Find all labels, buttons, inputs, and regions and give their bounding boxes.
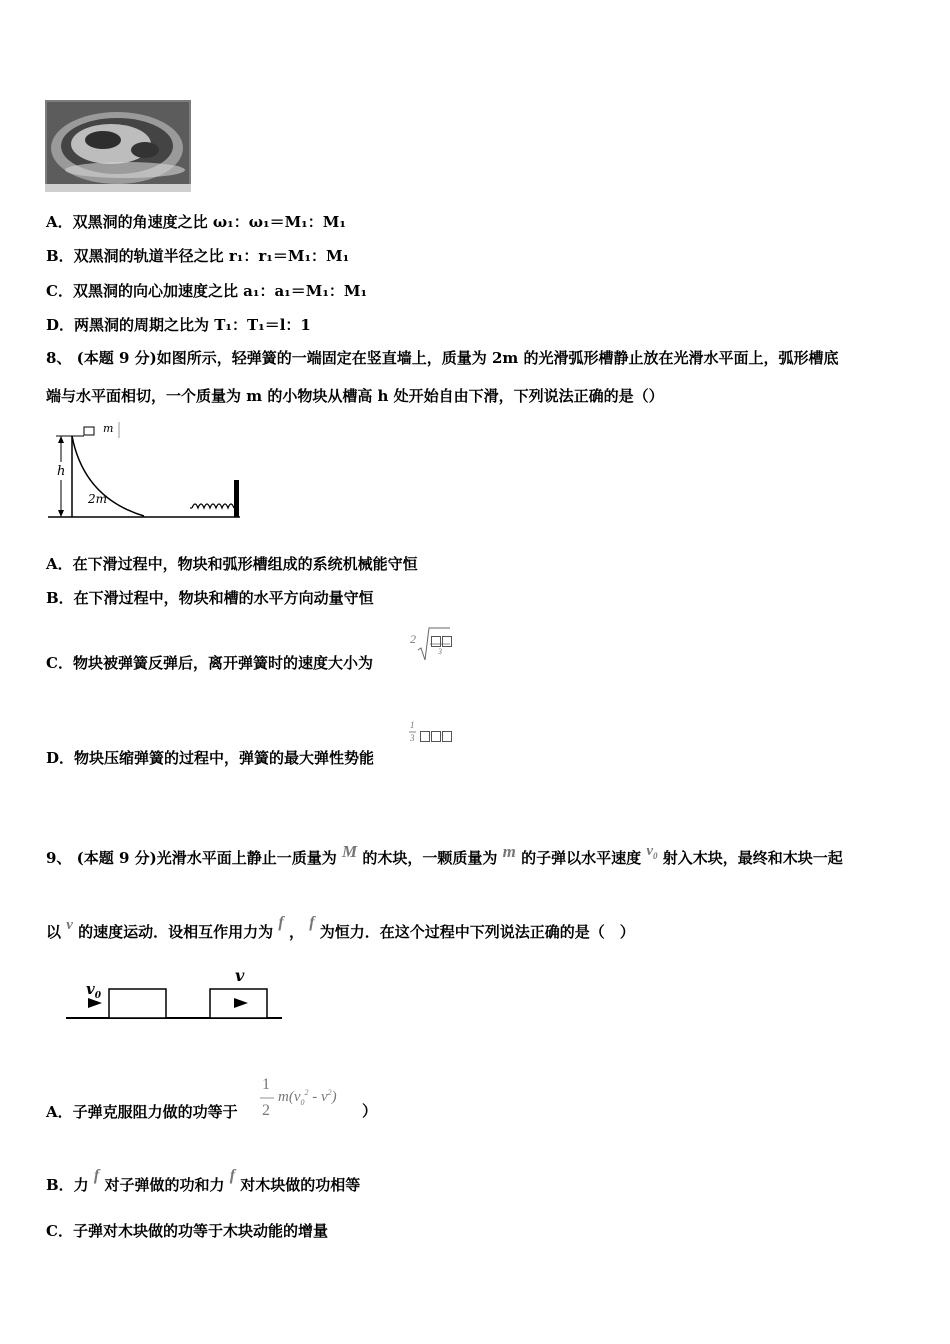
q9-symbol-M: M: [341, 842, 358, 861]
q9-symbol-v: v: [66, 917, 73, 933]
q8-fig-trough-label: 2m: [88, 492, 108, 506]
q7-option-c: C．双黑洞的向心加速度之比 a₁：a₁＝M₁：M₁: [46, 282, 368, 300]
q8-fig-m-label: m: [103, 422, 114, 435]
q9-symbol-f1: f: [278, 914, 284, 931]
q9-symbol-m: m: [502, 842, 516, 861]
q9-stem-line1: 9、 (本题 9 分)光滑水平面上静止一质量为 M 的木块，一颗质量为 m 的子弹以水平速度 $v_0$ 射入木块，最终和木块一起: [46, 842, 843, 867]
q8-option-d-formula: 1 3: [408, 720, 468, 752]
q9-figure: [62, 966, 288, 1024]
q8-stem-line1: 8、 (本题 9 分)如图所示，轻弹簧的一端固定在竖直墙上，质量为 2m 的光滑弧形槽静止放在光滑水平面上，弧形槽底: [46, 349, 839, 367]
q7-option-d: D．两黑洞的周期之比为 T₁：T₁＝l：1: [46, 316, 311, 334]
q9-fig-v-label: v: [235, 966, 245, 985]
black-hole-photo: [45, 100, 191, 192]
q9-option-b: B．力 f 对子弹做的功和力 f 对木块做的功相等: [46, 1167, 361, 1194]
q8-stem-line2: 端与水平面相切，一个质量为 m 的小物块从槽高 h 处开始自由下滑，下列说法正确的是（）: [46, 387, 664, 405]
q7-option-b: B．双黑洞的轨道半径之比 r₁：r₁＝M₁：M₁: [46, 247, 350, 265]
q9-option-a-formula: 1 2 $m(v_0^2 - v^2)$ ）: [262, 1076, 378, 1120]
q8-figure: [44, 418, 244, 526]
q8-fig-h-label: h: [57, 464, 66, 479]
q9-option-a: A．子弹克服阻力做的功等于: [46, 1103, 238, 1121]
q9-symbol-f2: f: [309, 914, 315, 931]
q8-option-c: C．物块被弹簧反弹后，离开弹簧时的速度大小为: [46, 654, 373, 672]
q8-option-d: D．物块压缩弹簧的过程中，弹簧的最大弹性势能: [46, 749, 375, 767]
q8-option-c-formula: 2 3: [408, 624, 458, 664]
q7-option-a: A．双黑洞的角速度之比 ω₁：ω₁＝M₁：M₁: [46, 213, 346, 231]
q8-option-b: B．在下滑过程中，物块和槽的水平方向动量守恒: [46, 589, 374, 607]
q9-fig-v0-label: $v_0$: [86, 980, 101, 1001]
q8-option-a: A．在下滑过程中，物块和弧形槽组成的系统机械能守恒: [46, 555, 418, 573]
q9-option-c: C．子弹对木块做的功等于木块动能的增量: [46, 1222, 328, 1240]
q9-stem-line2: 以 v 的速度运动．设相互作用力为 f ， f 为恒力．在这个过程中下列说法正确的是（ ）: [46, 914, 635, 941]
q9-symbol-v0: $v_0$: [646, 843, 658, 861]
